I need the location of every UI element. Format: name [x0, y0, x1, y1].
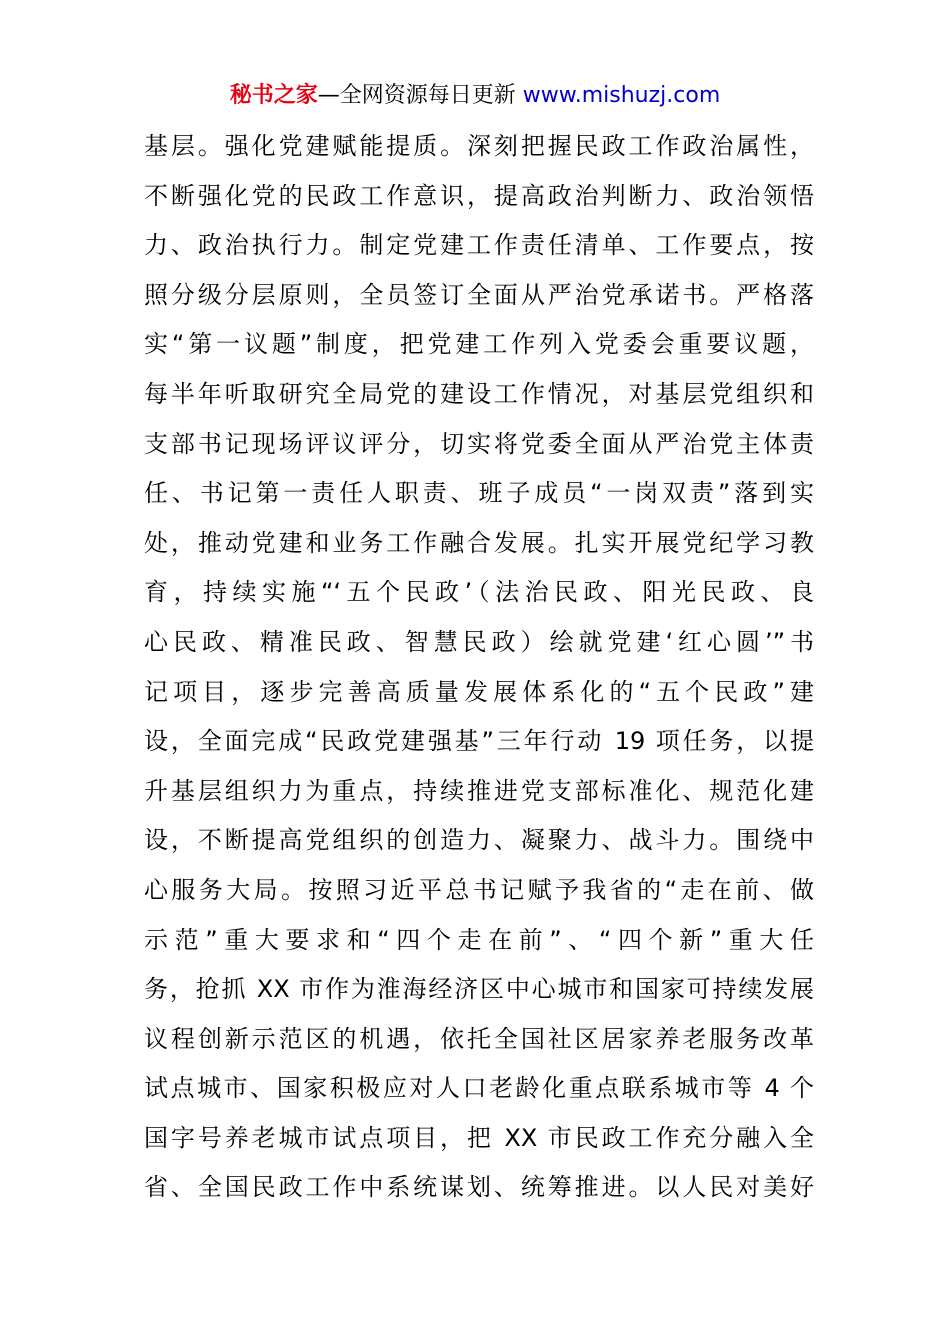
text-line: 示范”重大要求和“四个走在前”、“四个新”重大任 [144, 925, 814, 954]
text-line: 国字号养老城市试点项目，把 XX 市民政工作充分融入全 [144, 1123, 814, 1152]
text-line: 任、书记第一责任人职责、班子成员“一岗双责”落到实 [144, 479, 814, 508]
text-line: 省、全国民政工作中系统谋划、统筹推进。以人民对美好 [144, 1173, 814, 1202]
site-tagline: —全网资源每日更新 [317, 83, 523, 108]
text-line: 心服务大局。按照习近平总书记赋予我省的“走在前、做 [144, 875, 814, 904]
text-line: 升基层组织力为重点，持续推进党支部标准化、规范化建 [144, 776, 814, 805]
document-body [144, 122, 814, 1213]
text-line: 育，持续实施“‘五个民政’（法治民政、阳光民政、良 [144, 578, 814, 607]
site-url-link[interactable]: www.mishuzj.com [522, 83, 721, 108]
text-line: 不断强化党的民政工作意识，提高政治判断力、政治领悟 [144, 181, 814, 210]
text-line: 务，抢抓 XX 市作为淮海经济区中心城市和国家可持续发展 [144, 975, 814, 1004]
text-line: 设，全面完成“民政党建强基”三年行动 19 项任务，以提 [144, 727, 814, 756]
text-line: 基层。强化党建赋能提质。深刻把握民政工作政治属性， [144, 132, 814, 160]
text-line: 每半年听取研究全局党的建设工作情况，对基层党组织和 [144, 379, 814, 408]
text-line: 实“第一议题”制度，把党建工作列入党委会重要议题， [144, 330, 814, 359]
text-line: 试点城市、国家积极应对人口老龄化重点联系城市等 4 个 [144, 1074, 814, 1103]
text-line: 处，推动党建和业务工作融合发展。扎实开展党纪学习教 [144, 528, 814, 557]
site-brand: 秘书之家 [229, 83, 318, 108]
text-line: 议程创新示范区的机遇，依托全国社区居家养老服务改革 [144, 1024, 814, 1053]
text-line: 设，不断提高党组织的创造力、凝聚力、战斗力。围绕中 [144, 826, 814, 855]
text-line: 支部书记现场评议评分，切实将党委全面从严治党主体责 [144, 429, 814, 458]
text-line: 力、政治执行力。制定党建工作责任清单、工作要点，按 [144, 231, 814, 260]
text-line: 照分级分层原则，全员签订全面从严治党承诺书。严格落 [144, 280, 814, 309]
site-header [0, 80, 950, 112]
text-line: 心民政、精准民政、智慧民政）绘就党建‘红心圆’”书 [144, 627, 814, 656]
text-line: 记项目，逐步完善高质量发展体系化的“五个民政”建 [144, 677, 814, 706]
